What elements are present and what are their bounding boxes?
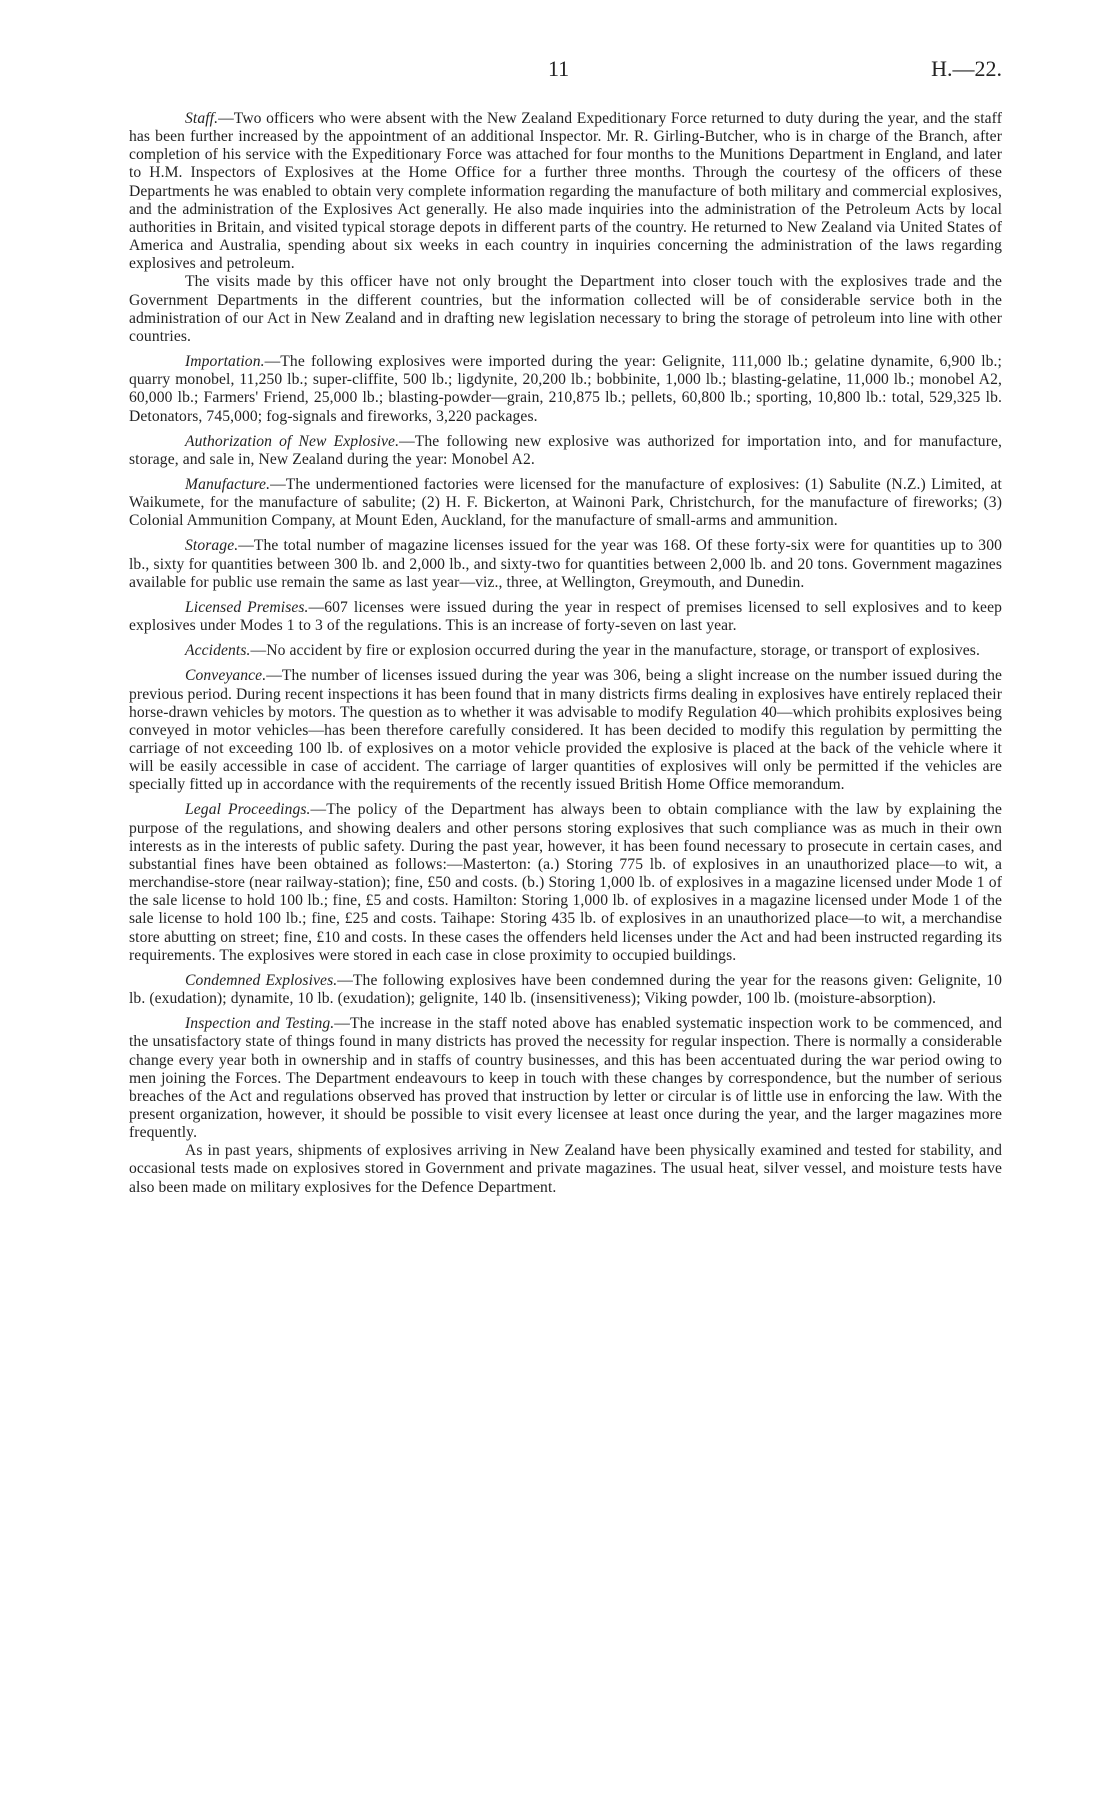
- section-text-licensed-premises: —607 licenses were issued during the year in respect of premises licensed to sell explosives and to keep explosives under Modes 1 to 3 of the regulations. This is an increase of forty-seven on last year.: [129, 598, 1002, 635]
- section-text-inspection-testing: —The increase in the staff noted above has enabled systematic inspection work to be commenced, and the unsatisfactory state of things found in many districts has proved the necessity for regular inspection. There is normally a considerable change every year both in ownership and in staffs of country businesses, and this has been accentuated during the war period owing to men joining the Forces. The Department endeavours to keep in touch with these changes by correspondence, but the number of serious breaches of the Act and regulations observed has proved that instruction by letter or circular is of little use in enforcing the law. With the present organization, however, it should be possible to visit every licensee at least once during the year, and the larger magazines more frequently.: [129, 1015, 1002, 1142]
- paragraph-staff-visits: [129, 273, 1002, 346]
- section-heading-importation: Importation.: [185, 353, 265, 371]
- paragraph-shipments: [129, 1142, 1002, 1196]
- document-body: [129, 110, 1002, 1204]
- paragraph-accidents: [129, 642, 1002, 660]
- section-heading-accidents: Accidents.: [185, 642, 251, 660]
- section-heading-staff: Staff.: [185, 110, 219, 127]
- section-text-staff-visits: The visits made by this officer have not only brought the Department into closer touch with the explosives trade and the Government Departments in the different countries, but the information collected will be of considerable service both in the administration of our Act in New Zealand and in drafting new legislation necessary to bring the storage of petroleum into line with other countries.: [129, 273, 1002, 345]
- paragraph-staff: [129, 110, 1002, 273]
- paragraph-conveyance: [129, 667, 1002, 794]
- section-text-legal-proceedings: —The policy of the Department has always been to obtain compliance with the law by explaining the purpose of the regulations, and showing dealers and other persons storing explosives that such compliance was as much in their own interests as in the interests of public safety. During the past year, however, it has been found necessary to prosecute in certain cases, and substantial fines have been obtained as follows:—Masterton: (a.) Storing 775 lb. of explosives in an unauthorized place—to wit, a merchandise-store (near railway-station); fine, £50 and costs. (b.) Storing 1,000 lb. of explosives in a magazine licensed under Mode 1 of the sale license to hold 100 lb.; fine, £5 and costs. Hamilton: Storing 1,000 lb. of explosives in a magazine licensed under Mode 1 of the sale license to hold 100 lb.; fine, £25 and costs. Taihape: Storing 435 lb. of explosives in an unauthorized place—to wit, a merchandise store abutting on street; fine, £10 and costs. In these cases the offenders held licenses under the Act and had been instructed regarding its requirements. The explosives were stored in each case in close proximity to occupied buildings.: [129, 801, 1002, 964]
- paragraph-condemned-explosives: [129, 972, 1002, 1008]
- paragraph-licensed-premises: [129, 599, 1002, 635]
- section-text-shipments: As in past years, shipments of explosives arriving in New Zealand have been physically examined and tested for stability, and occasional tests made on explosives stored in Government and private magazines. The usual heat, silver vessel, and moisture tests have also been made on military explosives for the Defence Department.: [129, 1142, 1002, 1196]
- section-heading-legal-proceedings: Legal Proceedings.: [185, 801, 311, 819]
- section-text-accidents: —No accident by fire or explosion occurred during the year in the manufacture, storage, or transport of explosives.: [250, 642, 980, 660]
- section-text-conveyance: —The number of licenses issued during the year was 306, being a slight increase on the number issued during the previous period. During recent inspections it has been found that in many districts firms dealing in explosives have entirely replaced their horse-drawn vehicles by motors. The question as to whether it was advisable to modify Regulation 40—which prohibits explosives being conveyed in motor vehicles—has been therefore carefully considered. It has been decided to modify this regulation by permitting the carriage of not exceeding 100 lb. of explosives on a motor vehicle provided the explosive is placed at the back of the vehicle where it will be easily accessible in case of accident. The carriage of larger quantities of explosives will only be permitted if the vehicles are specially fitted up in accordance with the requirements of the recently issued British Home Office memorandum.: [129, 667, 1002, 794]
- section-text-manufacture: —The undermentioned factories were licensed for the manufacture of explosives: (1) Sabulite (N.Z.) Limited, at Waikumete, for the manufacture of sabulite; (2) H. F. Bickerton, at Wainoni Park, Christchurch, for the manufacture of fireworks; (3) Colonial Ammunition Company, at Mount Eden, Auckland, for the manufacture of small-arms and ammunition.: [129, 475, 1002, 530]
- paragraph-authorization: [129, 433, 1002, 469]
- section-heading-condemned-explosives: Condemned Explosives.: [185, 971, 338, 989]
- paragraph-storage: [129, 537, 1002, 591]
- paragraph-inspection-testing: [129, 1015, 1002, 1142]
- section-heading-storage: Storage.: [185, 537, 239, 555]
- page-header: [0, 52, 1114, 92]
- section-heading-inspection-testing: Inspection and Testing.: [185, 1015, 335, 1033]
- paragraph-importation: [129, 353, 1002, 426]
- section-heading-conveyance: Conveyance.: [185, 667, 267, 685]
- section-heading-licensed-premises: Licensed Premises.: [185, 598, 309, 616]
- paragraph-manufacture: [129, 476, 1002, 530]
- report-code: H.—22.: [931, 56, 1002, 81]
- section-heading-authorization: Authorization of New Explosive.: [185, 432, 400, 450]
- page-number: 11: [548, 56, 570, 81]
- section-text-condemned-explosives: —The following explosives have been condemned during the year for the reasons given: Gelignite, 10 lb. (exudation); dynamite, 10 lb. (exudation); gelignite, 140 lb. (insensitiveness); Viking powder, 100 lb. (moisture-absorption).: [129, 971, 1002, 1008]
- paragraph-legal-proceedings: [129, 801, 1002, 964]
- section-heading-manufacture: Manufacture.: [185, 475, 271, 493]
- section-text-importation: —The following explosives were imported during the year: Gelignite, 111,000 lb.; gelatine dynamite, 6,900 lb.; quarry monobel, 11,250 lb.; super-cliffite, 500 lb.; ligdynite, 20,200 lb.; bobbinite, 1,000 lb.; blasting-gelatine, 11,000 lb.; monobel A2, 60,000 lb.; Farmers' Friend, 25,000 lb.; blasting-powder—grain, 210,875 lb.; pellets, 60,800 lb.; sporting, 10,800 lb.: total, 529,325 lb. Detonators, 745,000; fog-signals and fireworks, 3,220 packages.: [129, 353, 1002, 425]
- section-text-storage: —The total number of magazine licenses issued for the year was 168. Of these forty-six were for quantities up to 300 lb., sixty for quantities between 300 lb. and 2,000 lb., and sixty-two for quantities between 2,000 lb. and 20 tons. Government magazines available for public use remain the same as last year—viz., three, at Wellington, Greymouth, and Dunedin.: [129, 537, 1002, 591]
- section-text-staff: —Two officers who were absent with the New Zealand Expeditionary Force returned to duty during the year, and the staff has been further increased by the appointment of an additional Inspector. Mr. R. Girling-Butcher, who is in charge of the Branch, after completion of his service with the Expeditionary Force was attached for four months to the Munitions Department in England, and later to H.M. Inspectors of Explosives at the Home Office for a further three months. Through the courtesy of the officers of these Departments he was enabled to obtain very complete information regarding the manufacture of both military and commercial explosives, and the administration of the Explosives Act generally. He also made inquiries into the administration of the Petroleum Acts by local authorities in Britain, and visited typical storage depots in different parts of the country. He returned to New Zealand via United States of America and Australia, spending about six weeks in each country in inquiries concerning the administration of the laws regarding explosives and petroleum.: [129, 110, 1002, 273]
- section-text-authorization: —The following new explosive was authorized for importation into, and for manufacture, storage, and sale in, New Zealand during the year: Monobel A2.: [129, 432, 1003, 468]
